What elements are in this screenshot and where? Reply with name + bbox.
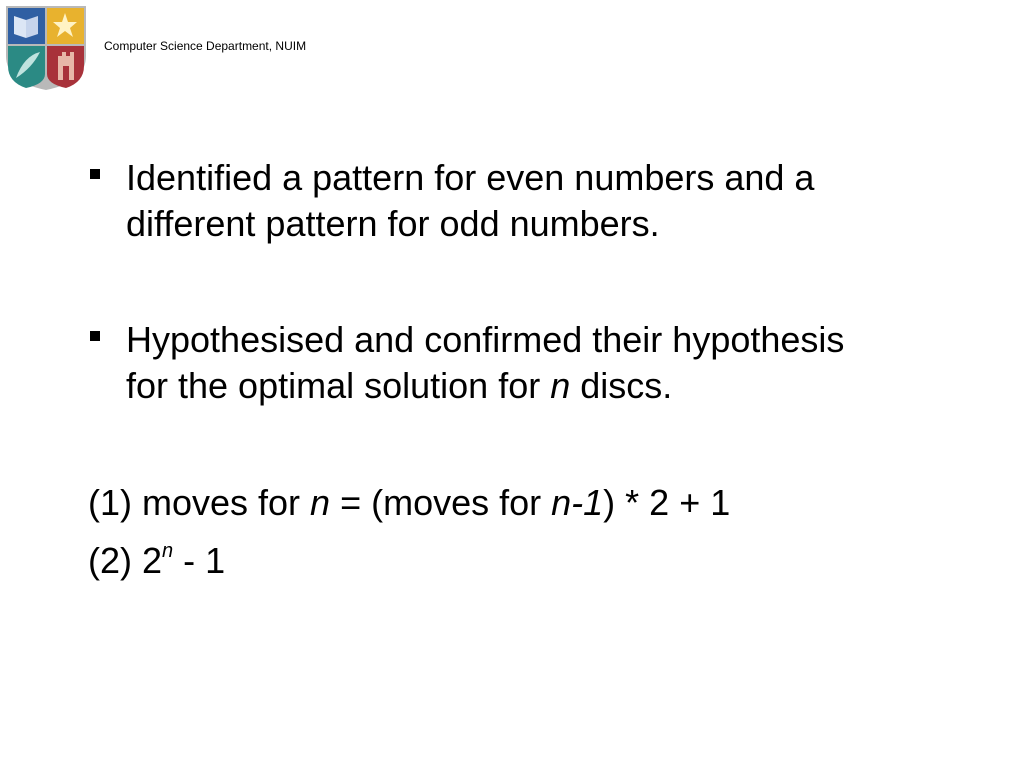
bullet-text <box>126 317 986 409</box>
variable-n-minus-1: n-1 <box>551 482 604 523</box>
variable-n: n <box>550 365 571 406</box>
variable-n: n <box>310 482 331 523</box>
department-header: Computer Science Department, NUIM <box>104 39 307 53</box>
equation-recursive <box>88 480 730 526</box>
bullet-text <box>126 155 986 247</box>
bullet-line: Hypothesised and confirmed their hypothesis <box>126 319 845 360</box>
bullet-line-segment: for the optimal solution for <box>126 365 551 406</box>
equation-segment: (2) 2 <box>88 540 163 581</box>
bullet-line: different pattern for odd numbers. <box>126 203 660 244</box>
equation-segment: = (moves for <box>330 482 552 523</box>
equation-segment: ) * 2 + 1 <box>603 482 731 523</box>
bullet-line: Identified a pattern for even numbers and a <box>126 157 815 198</box>
equation-closed-form <box>88 538 225 584</box>
square-bullet-icon <box>90 331 100 341</box>
square-bullet-icon <box>90 169 100 179</box>
bullet-line-segment: discs. <box>570 365 673 406</box>
university-crest-logo <box>4 4 88 92</box>
equation-segment: - 1 <box>173 540 226 581</box>
equation-segment: (1) moves for <box>88 482 311 523</box>
exponent-n: n <box>162 540 174 562</box>
